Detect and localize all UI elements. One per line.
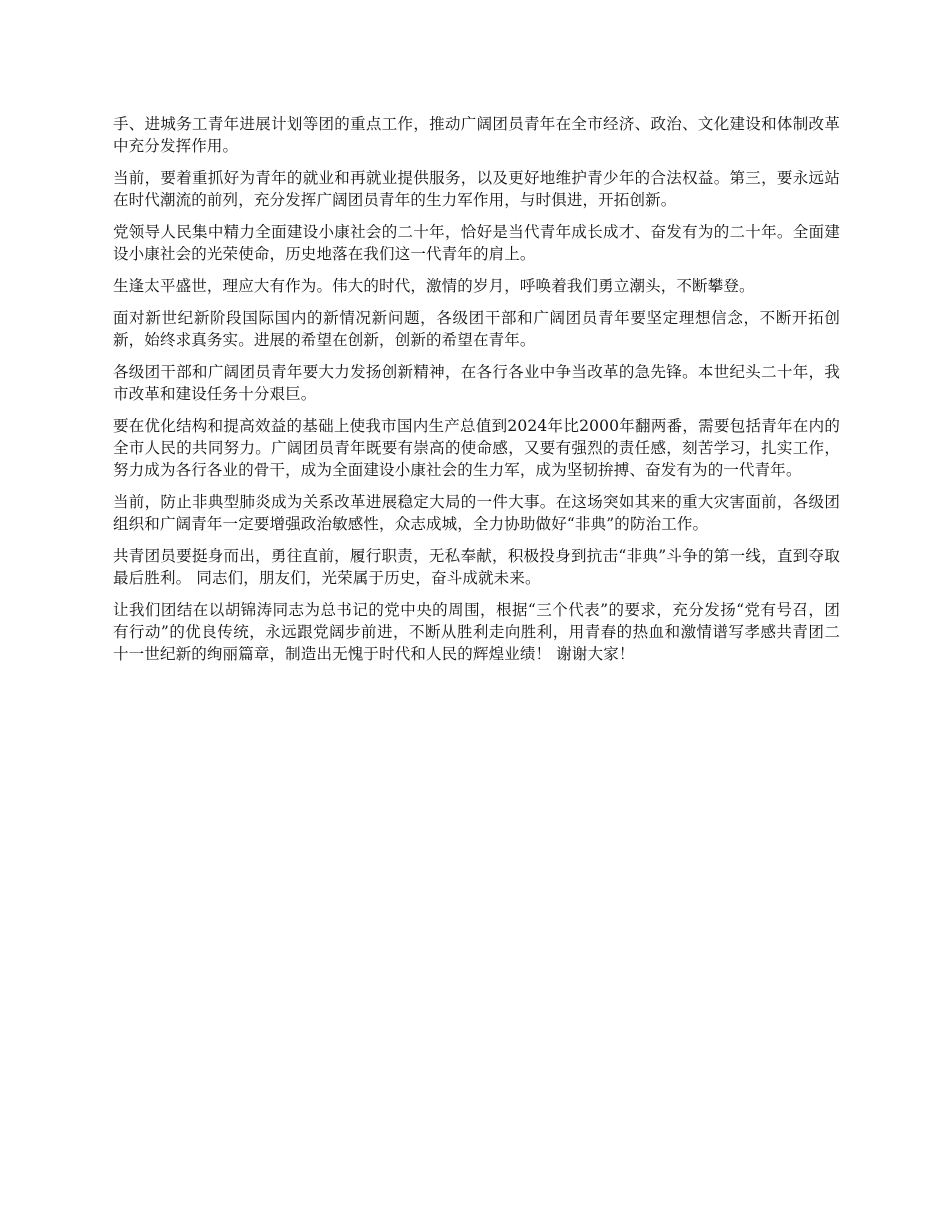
document-body bbox=[113, 113, 840, 675]
paragraph: 党领导人民集中精力全面建设小康社会的二十年，恰好是当代青年成长成才、奋发有为的二十年。全面建设小康社会的光荣使命，历史地落在我们这一代青年的肩上。 bbox=[113, 223, 840, 263]
paragraph: 共青团员要挺身而出，勇往直前，履行职责，无私奉献，积极投身到抗击“非典”斗争的第一线，直到夺取最后胜利。 同志们，朋友们，光荣属于历史，奋斗成就未来。 bbox=[113, 547, 840, 587]
paragraph: 各级团干部和广阔团员青年要大力发扬创新精神，在各行各业中争当改革的急先锋。本世纪头二十年，我市改革和建设任务十分艰巨。 bbox=[113, 363, 840, 403]
paragraph: 当前，防止非典型肺炎成为关系改革进展稳定大局的一件大事。在这场突如其来的重大灾害面前，各级团组织和广阔青年一定要增强政治敏感性，众志成城，全力协助做好“非典”的防治工作。 bbox=[113, 493, 840, 533]
paragraph: 当前，要着重抓好为青年的就业和再就业提供服务，以及更好地维护青少年的合法权益。第三，要永远站在时代潮流的前列，充分发挥广阔团员青年的生力军作用，与时俱进，开拓创新。 bbox=[113, 169, 840, 209]
paragraph: 要在优化结构和提高效益的基础上使我市国内生产总值到2024年比2000年翻两番，需要包括青年在内的全市人民的共同努力。广阔团员青年既要有崇高的使命感，又要有强烈的责任感，刻苦学习，扎实工作，努力成为各行各业的骨干，成为全面建设小康社会的生力军，成为坚韧拚搏、奋发有为的一代青年。 bbox=[113, 417, 840, 479]
paragraph: 面对新世纪新阶段国际国内的新情况新问题，各级团干部和广阔团员青年要坚定理想信念，不断开拓创新，始终求真务实。进展的希望在创新，创新的希望在青年。 bbox=[113, 309, 840, 349]
paragraph: 生逢太平盛世，理应大有作为。伟大的时代，激情的岁月，呼唤着我们勇立潮头，不断攀登。 bbox=[113, 277, 755, 295]
paragraph: 让我们团结在以胡锦涛同志为总书记的党中央的周围，根据“三个代表”的要求，充分发扬“党有号召，团有行动”的优良传统，永远跟党阔步前进，不断从胜利走向胜利，用青春的热血和激情谱写孝感共青团二十一世纪新的绚丽篇章，制造出无愧于时代和人民的辉煌业绩！ 谢谢大家！ bbox=[113, 601, 840, 663]
paragraph: 手、进城务工青年进展计划等团的重点工作，推动广阔团员青年在全市经济、政治、文化建设和体制改革中充分发挥作用。 bbox=[113, 115, 840, 155]
